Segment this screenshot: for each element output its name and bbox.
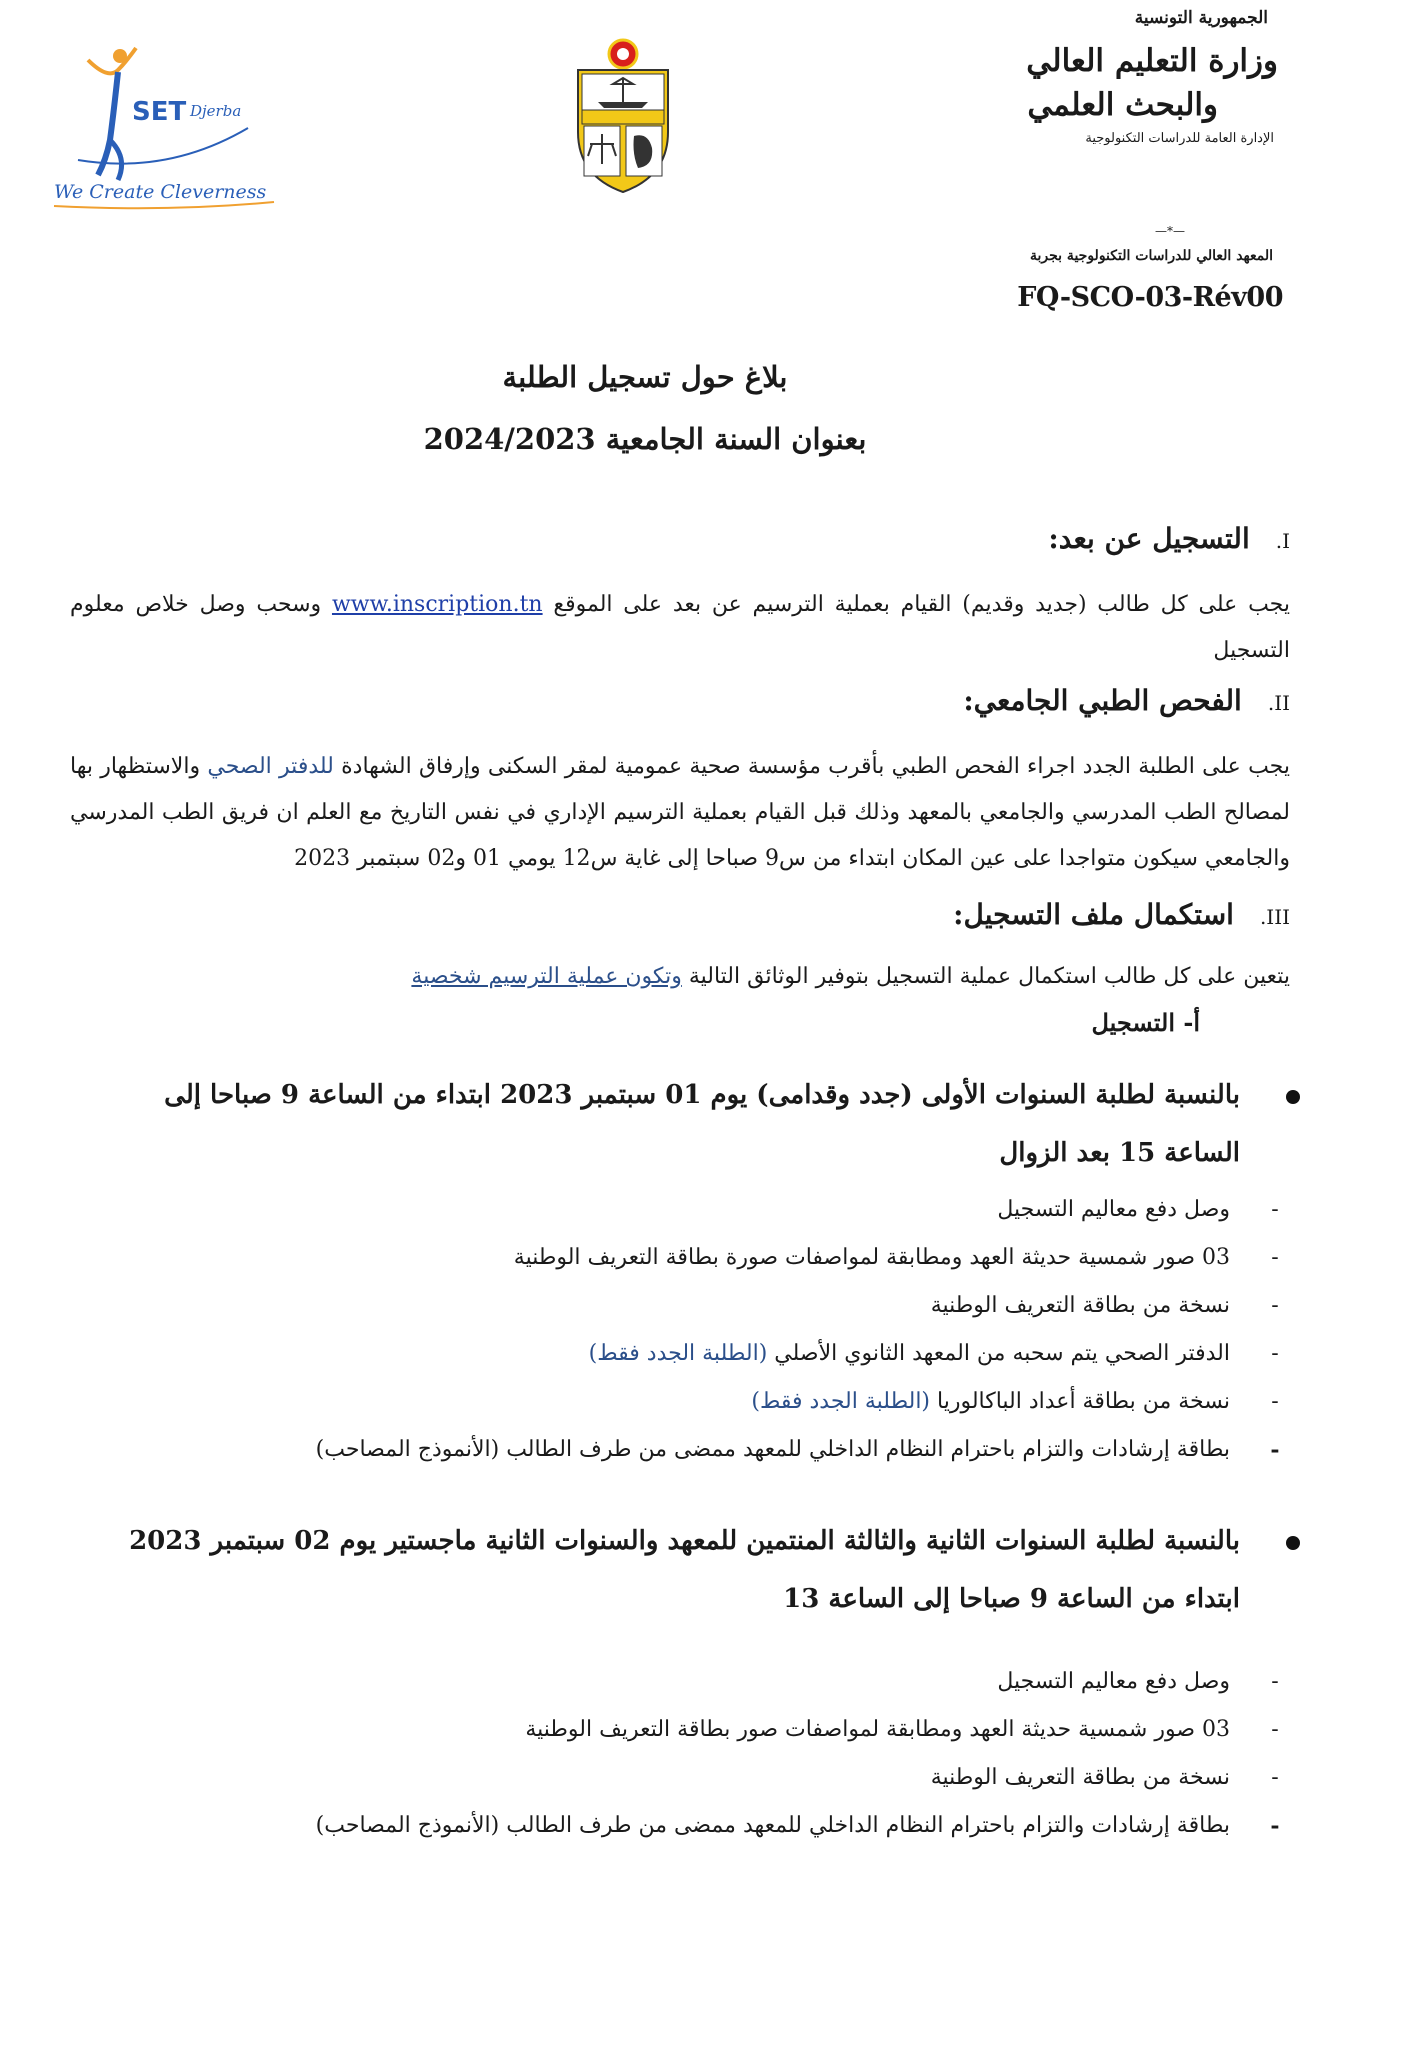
list-item-text: وصل دفع معاليم التسجيل (997, 1669, 1230, 1694)
list-item-text: بطاقة إرشادات والتزام باحترام النظام الداخلي للمعهد ممضى من طرف الطالب (الأنموذج المصاحب) (315, 1813, 1230, 1838)
first-year-documents-list (130, 1186, 1290, 1474)
dash-marker: - (1271, 1669, 1279, 1694)
section-2-heading (963, 684, 1290, 717)
dash-marker: - (1271, 1197, 1279, 1222)
svg-text:Djerba: Djerba (190, 102, 242, 120)
list-item (130, 1426, 1290, 1474)
list-item (130, 1282, 1290, 1330)
list-item (130, 1754, 1290, 1802)
list-item-text: نسخة من بطاقة أعداد الباكالوريا (930, 1389, 1230, 1414)
header-separator: —*— (1155, 224, 1185, 238)
list-item-text: 03 صور شمسية حديثة العهد ومطابقة لمواصفات صورة بطاقة التعريف الوطنية (513, 1245, 1230, 1270)
section-1-number: I. (1275, 529, 1290, 553)
section-1-paragraph (70, 582, 1290, 674)
institute-name: المعهد العالي للدراسات التكنولوجية بجربة (1030, 248, 1273, 264)
section-2-text-b: والاستظهار بها لمصالح الطب المدرسي والجامعي بالمعهد وذلك قبل القيام بعملية الترسيم الإداري في نفس التاريخ مع العلم ان فريق الطب المدرسي والجامعي سيكون متواجدا على عين المكان ابتداء من س9 صباحا إلى غاية س12 يومي 01 و02 سبتمبر 2023 (70, 754, 1290, 871)
new-students-only-note: (الطلبة الجدد فقط) (751, 1389, 931, 1414)
section-2-number: II. (1267, 691, 1290, 715)
section-2-paragraph (70, 744, 1290, 882)
list-item (130, 1234, 1290, 1282)
dash-marker: - (1271, 1341, 1279, 1366)
section-1-text-a: يجب على كل طالب (جديد وقديم) القيام بعملية الترسيم عن بعد على الموقع (542, 592, 1290, 617)
document-reference: FQ-SCO-03-Rév00 (1017, 282, 1283, 313)
bullet-upper-years-text-line2: ابتداء من الساعة 9 صباحا إلى الساعة 13 (783, 1584, 1240, 1614)
bullet-upper-years (80, 1512, 1300, 1628)
notice-subtitle: بعنوان السنة الجامعية 2024/2023 (423, 422, 867, 456)
bullet-upper-years-text-line1: بالنسبة لطلبة السنوات الثانية والثالثة المنتمين للمعهد والسنوات الثانية ماجستير يوم 02 سبتمبر 2023 (129, 1526, 1240, 1556)
list-item (130, 1186, 1290, 1234)
section-3-intro (70, 954, 1290, 1000)
list-item-text: نسخة من بطاقة التعريف الوطنية (930, 1765, 1230, 1790)
dash-marker: - (1271, 1293, 1279, 1318)
dash-marker: - (1270, 1437, 1280, 1463)
inscription-link[interactable]: www.inscription.tn (331, 592, 543, 617)
republic-label: الجمهورية التونسية (1134, 8, 1268, 28)
dash-marker: - (1271, 1245, 1279, 1270)
general-directorate: الإدارة العامة للدراسات التكنولوجية (1085, 131, 1274, 147)
list-item (130, 1706, 1290, 1754)
iset-djerba-logo (48, 40, 288, 220)
list-item-text: وصل دفع معاليم التسجيل (997, 1197, 1230, 1222)
ministry-name-line2: والبحث العلمي (1027, 86, 1218, 123)
bullet-first-year (80, 1066, 1300, 1182)
section-2-title: الفحص الطبي الجامعي: (963, 684, 1242, 717)
list-item (130, 1802, 1290, 1850)
bullet-dot (1286, 1536, 1300, 1550)
dash-marker: - (1270, 1813, 1280, 1839)
list-item (130, 1658, 1290, 1706)
bullet-first-year-text: بالنسبة لطلبة السنوات الأولى (جدد وقدامى) يوم 01 سبتمبر 2023 ابتداء من الساعة 9 صباحا إلى الساعة 15 بعد الزوال (164, 1080, 1240, 1168)
section-3-title: استكمال ملف التسجيل: (953, 898, 1234, 931)
ministry-name-line1: وزارة التعليم العالي (1026, 43, 1278, 79)
list-item-text: الدفتر الصحي يتم سحبه من المعهد الثانوي الأصلي (767, 1341, 1230, 1366)
subsection-a-heading: أ- التسجيل (1091, 1008, 1200, 1037)
new-students-only-note: (الطلبة الجدد فقط) (588, 1341, 768, 1366)
dash-marker: - (1271, 1389, 1279, 1414)
ministry-header (948, 8, 1278, 146)
list-item-text: بطاقة إرشادات والتزام باحترام النظام الداخلي للمعهد ممضى من طرف الطالب (الأنموذج المصاحب) (315, 1437, 1230, 1462)
list-item (130, 1330, 1290, 1378)
section-1-title: التسجيل عن بعد: (1048, 522, 1250, 555)
svg-text:SET: SET (132, 97, 187, 127)
list-item-text: 03 صور شمسية حديثة العهد ومطابقة لمواصفات صور بطاقة التعريف الوطنية (525, 1717, 1230, 1742)
section-1-text-b: وسحب وصل خلاص معلوم التسجيل (70, 592, 1290, 663)
section-2-text-a: يجب على الطلبة الجدد اجراء الفحص الطبي بأقرب مؤسسة صحية عمومية لمقر السكنى وإرفاق الشهادة (333, 754, 1290, 779)
section-3-number: III. (1259, 905, 1290, 929)
personal-registration-highlight: وتكون عملية الترسيم شخصية (411, 964, 682, 989)
list-item (130, 1378, 1290, 1426)
list-item-text: نسخة من بطاقة التعريف الوطنية (930, 1293, 1230, 1318)
notice-title: بلاغ حول تسجيل الطلبة (502, 360, 788, 394)
dash-marker: - (1271, 1717, 1279, 1742)
dash-marker: - (1271, 1765, 1279, 1790)
health-booklet-highlight: للدفتر الصحي (207, 754, 334, 779)
svg-text:We Create Cleverness: We Create Cleverness (54, 181, 267, 203)
section-1-heading (1048, 522, 1290, 555)
upper-years-documents-list (130, 1658, 1290, 1850)
bullet-dot (1286, 1090, 1300, 1104)
section-3-heading (953, 898, 1290, 931)
tunisia-coat-of-arms (568, 36, 678, 196)
section-3-intro-text: يتعين على كل طالب استكمال عملية التسجيل بتوفير الوثائق التالية (681, 964, 1290, 989)
